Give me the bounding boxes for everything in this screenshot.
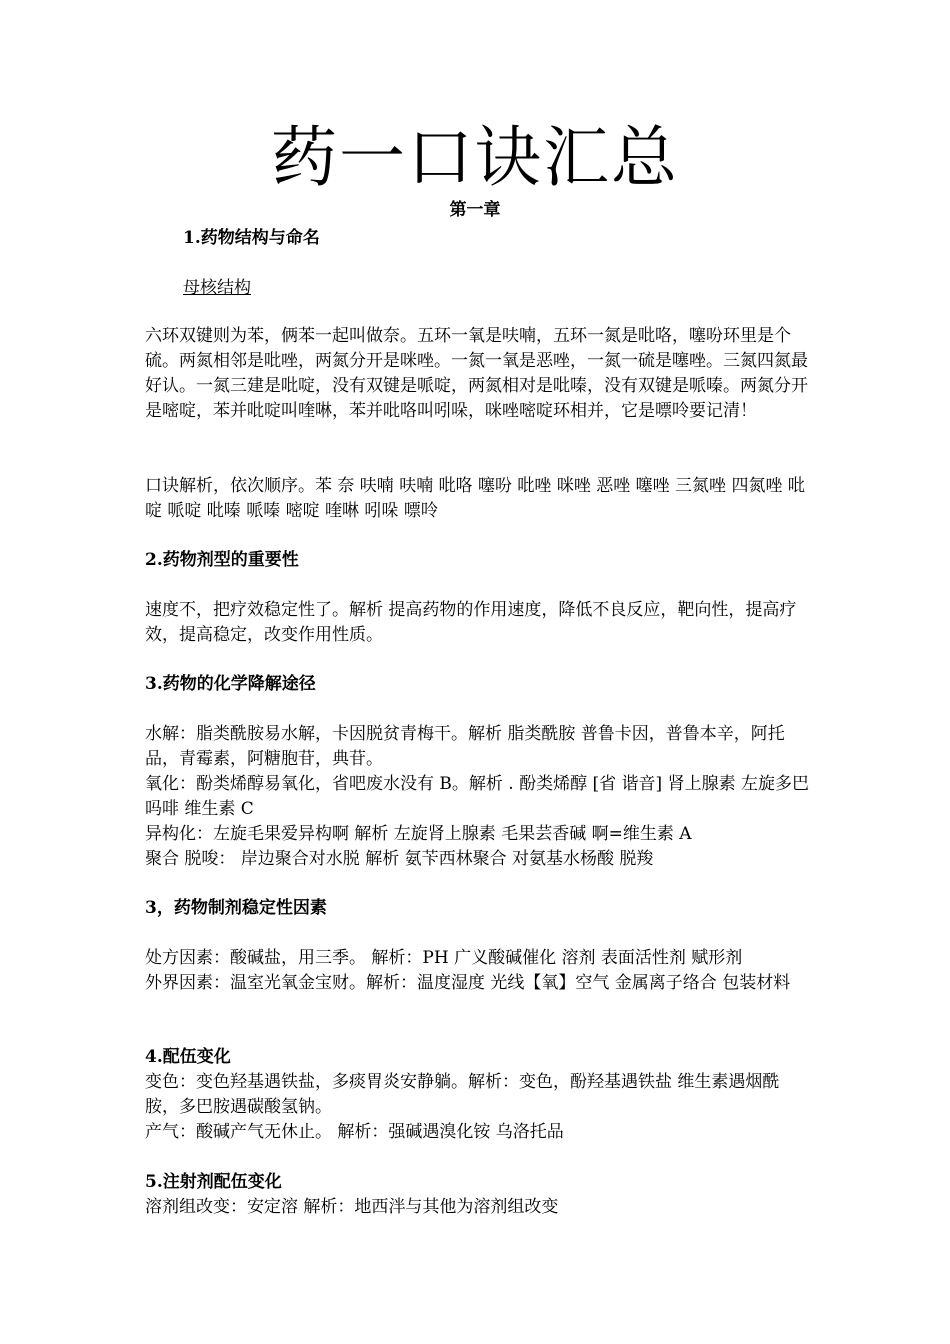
section-1-explanation: 口诀解析，依次顺序。苯 奈 呋喃 呋喃 吡咯 噻吩 吡唑 咪唑 恶唑 噻唑 三氮唑 四氮唑 吡啶 哌啶 吡嗪 哌嗪 嘧啶 喹啉 吲哚 嘌呤 [145, 476, 805, 521]
section-3-line: 异构化：左旋毛果爱异构啊 解析 左旋肾上腺素 毛果芸香碱 啊=维生素 A [145, 824, 692, 844]
section-3-heading: 3.药物的化学降解途径 [145, 674, 316, 694]
section-5-heading: 5.注射剂配伍变化 [145, 1172, 282, 1192]
section-2-heading: 2.药物剂型的重要性 [145, 550, 299, 570]
section-1-rhyme: 六环双键则为苯，俩苯一起叫做奈。五环一氧是呋喃，五环一氮是吡咯，噻吩环里是个硫。两氮相邻是吡唑，两氮分开是咪唑。一氮一氧是恶唑，一氮一硫是噻唑。三氮四氮最好认。一氮三建是吡啶，没有双键是哌啶，两氮相对是吡嗪，没有双键是哌嗪。两氮分开是嘧啶，苯并吡啶叫喹啉，苯并吡咯叫吲哚，咪唑嘧啶环相并，它是嘌呤要记清！ [145, 326, 808, 421]
section-3-line: 聚合 脱唆： 岸边聚合对水脱 解析 氨苄西林聚合 对氨基水杨酸 脱羧 [145, 849, 654, 869]
section-3b-heading: 3，药物制剂稳定性因素 [145, 898, 327, 918]
section-3b-line: 处方因素：酸碱盐，用三季。 解析：PH 广义酸碱催化 溶剂 表面活性剂 赋形剂 [145, 948, 743, 968]
section-4-heading: 4.配伍变化 [145, 1047, 231, 1067]
section-4-line: 变色：变色羟基遇铁盐，多痰胃炎安静躺。解析：变色，酚羟基遇铁盐 维生素遇烟酰胺，多巴胺遇碳酸氢钠。 [145, 1072, 780, 1117]
section-3-line: 氧化：酚类烯醇易氧化，省吧废水没有 B。解析 . 酚类烯醇 [省 谐音] 肾上腺素 左旋多巴 吗啡 维生素 C [145, 774, 809, 819]
section-4-line: 产气：酸碱产气无休止。 解析：强碱遇溴化铵 乌洛托品 [145, 1122, 564, 1142]
section-1-subheading: 母核结构 [183, 278, 251, 298]
chapter-heading: 第一章 [449, 200, 501, 220]
document-title: 药一口诀汇总 [271, 119, 679, 196]
section-3-content [145, 722, 810, 872]
section-1-heading: 1.药物结构与命名 [183, 228, 320, 248]
section-5-line: 溶剂组改变：安定溶 解析：地西泮与其他为溶剂组改变 [145, 1197, 559, 1217]
section-3b-content [145, 946, 810, 996]
section-3b-line: 外界因素：温室光氧金宝财。解析：温度湿度 光线【氧】空气 金属离子络合 包装材料 [145, 973, 791, 993]
section-4-content [145, 1070, 810, 1145]
section-3-line: 水解：脂类酰胺易水解，卡因脱贫青梅干。解析 脂类酰胺 普鲁卡因，普鲁本辛，阿托品，青霉素，阿糖胞苷，典苷。 [145, 724, 785, 769]
section-2-text: 速度不，把疗效稳定性了。解析 提高药物的作用速度，降低不良反应，靶向性，提高疗效，提高稳定，改变作用性质。 [145, 600, 797, 645]
